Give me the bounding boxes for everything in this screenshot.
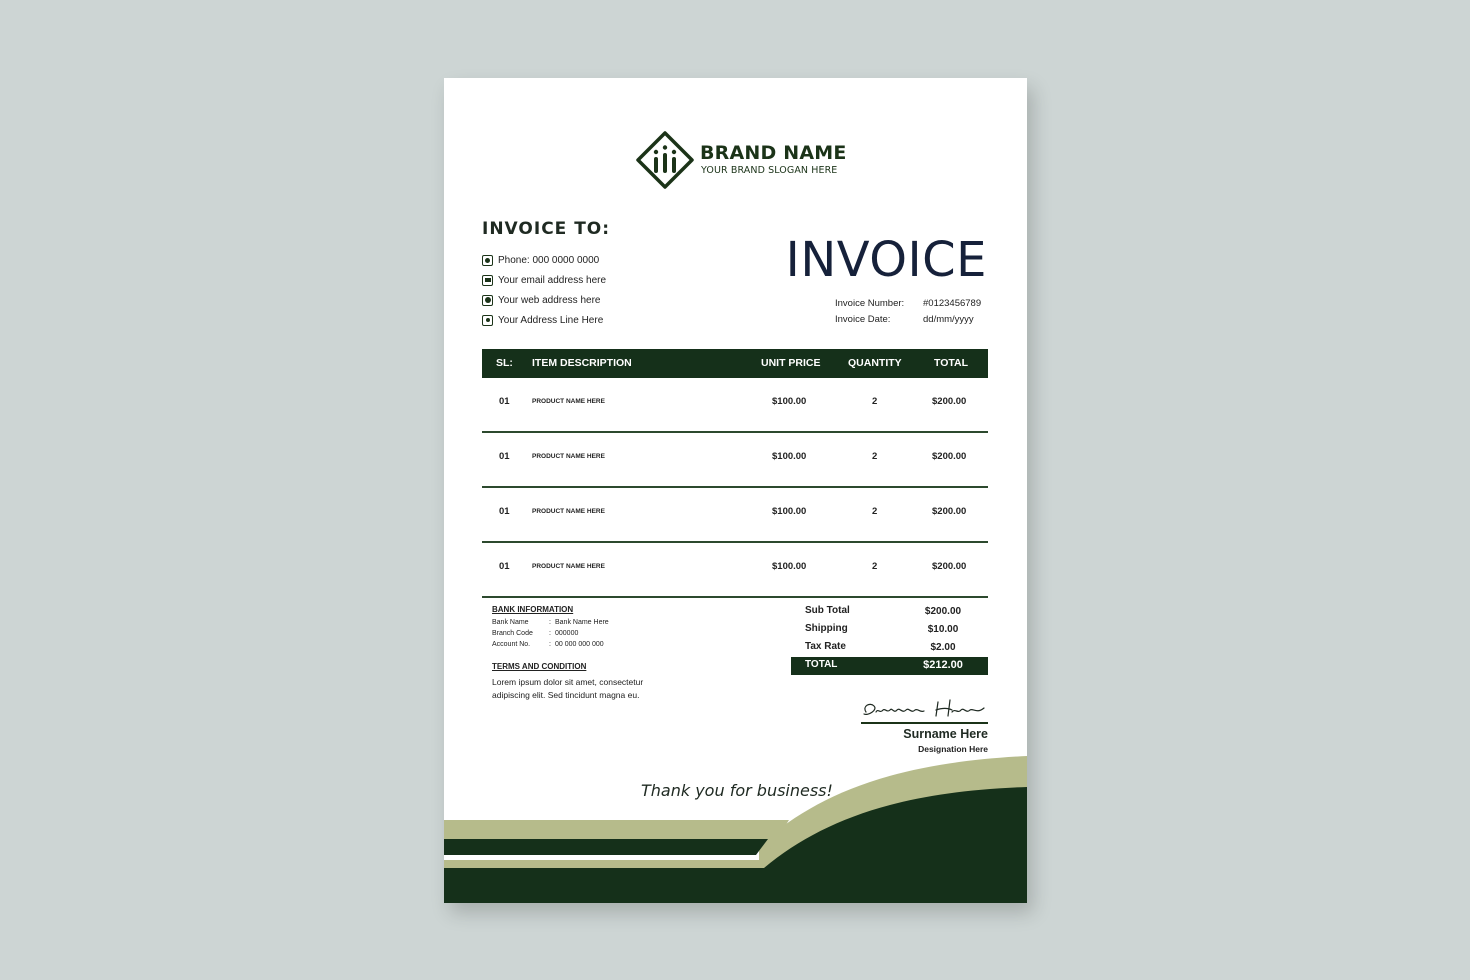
row-description: PRODUCT NAME HERE: [532, 508, 605, 515]
contact-email-text: Your email address here: [498, 274, 607, 286]
invoice-document: [444, 78, 1027, 903]
row-sl: 01: [499, 506, 510, 517]
row-sl: 01: [499, 451, 510, 462]
row-quantity: 2: [872, 396, 878, 407]
row-total: $200.00: [932, 561, 967, 572]
contact-address-text: Your Address Line Here: [498, 314, 604, 326]
subtotal-value: $200.00: [924, 606, 962, 617]
signature-name: Surname Here: [903, 727, 988, 741]
branch-code-label: Branch Code: [492, 630, 533, 637]
row-unit-price: $100.00: [772, 561, 807, 572]
invoice-to-heading: INVOICE TO:: [482, 219, 611, 239]
row-description: PRODUCT NAME HERE: [532, 398, 605, 405]
table-row: [482, 378, 988, 433]
contact-phone-text: Phone: 000 0000 0000: [498, 254, 600, 266]
bank-name-sep: :: [549, 619, 551, 626]
branch-code-value: 000000: [555, 630, 579, 637]
row-total: $200.00: [932, 396, 967, 407]
contact-web: [482, 292, 682, 308]
shipping-label: Shipping: [805, 623, 848, 634]
row-unit-price: $100.00: [772, 451, 807, 462]
invoice-number-value: #0123456789: [923, 298, 982, 309]
invoice-number-label: Invoice Number:: [835, 298, 905, 309]
grand-total-value: $212.00: [923, 659, 963, 671]
account-no-label: Account No.: [492, 641, 531, 648]
account-no-value: 00 000 000 000: [555, 641, 604, 648]
branch-code-sep: :: [549, 630, 551, 637]
row-sl: 01: [499, 396, 510, 407]
footer-wave-decoration: [444, 753, 1027, 903]
account-no-sep: :: [549, 641, 551, 648]
invoice-title: INVOICE: [785, 232, 987, 288]
invoice-date-value: dd/mm/yyyy: [923, 314, 974, 325]
bank-name-value: Bank Name Here: [555, 619, 609, 626]
grand-total-bar: [791, 657, 988, 675]
location-icon: [482, 315, 493, 326]
header-total: TOTAL: [934, 357, 969, 369]
signature-line: [861, 722, 988, 724]
table-row: [482, 488, 988, 543]
row-unit-price: $100.00: [772, 506, 807, 517]
row-unit-price: $100.00: [772, 396, 807, 407]
grand-total-label: TOTAL: [805, 659, 838, 670]
thank-you-message: Thank you for business!: [641, 781, 833, 800]
row-sl: 01: [499, 561, 510, 572]
bank-name-label: Bank Name: [492, 619, 529, 626]
row-description: PRODUCT NAME HERE: [532, 563, 605, 570]
subtotal-label: Sub Total: [805, 605, 850, 616]
brand-name: BRAND NAME: [700, 142, 847, 164]
row-total: $200.00: [932, 506, 967, 517]
contact-address: [482, 312, 682, 328]
brand-diamond-logo-icon: [635, 130, 695, 190]
terms-text: Lorem ipsum dolor sit amet, consectetur adipiscing elit. Sed tincidunt magna eu.: [492, 677, 644, 700]
contact-email: [482, 272, 682, 288]
tax-label: Tax Rate: [805, 641, 846, 652]
shipping-value: $10.00: [927, 624, 959, 635]
header-description: ITEM DESCRIPTION: [532, 357, 632, 369]
row-quantity: 2: [872, 506, 878, 517]
header-unit-price: UNIT PRICE: [761, 357, 821, 369]
contact-web-text: Your web address here: [498, 294, 601, 306]
row-quantity: 2: [872, 561, 878, 572]
header-quantity: QUANTITY: [848, 357, 902, 369]
row-total: $200.00: [932, 451, 967, 462]
email-icon: [482, 275, 493, 286]
table-row: [482, 543, 988, 598]
tax-value: $2.00: [930, 642, 956, 653]
items-table-header: [482, 349, 988, 378]
row-quantity: 2: [872, 451, 878, 462]
signature-script: [860, 692, 988, 724]
row-description: PRODUCT NAME HERE: [532, 453, 605, 460]
table-row: [482, 433, 988, 488]
contact-phone: [482, 252, 682, 268]
header-sl: SL:: [496, 357, 513, 369]
invoice-date-label: Invoice Date:: [835, 314, 891, 325]
brand-slogan: YOUR BRAND SLOGAN HERE: [701, 165, 838, 176]
bank-info-heading: BANK INFORMATION: [492, 605, 574, 614]
terms-heading: TERMS AND CONDITION: [492, 662, 587, 671]
phone-icon: [482, 255, 493, 266]
signature-designation: Designation Here: [918, 744, 988, 754]
web-icon: [482, 295, 493, 306]
